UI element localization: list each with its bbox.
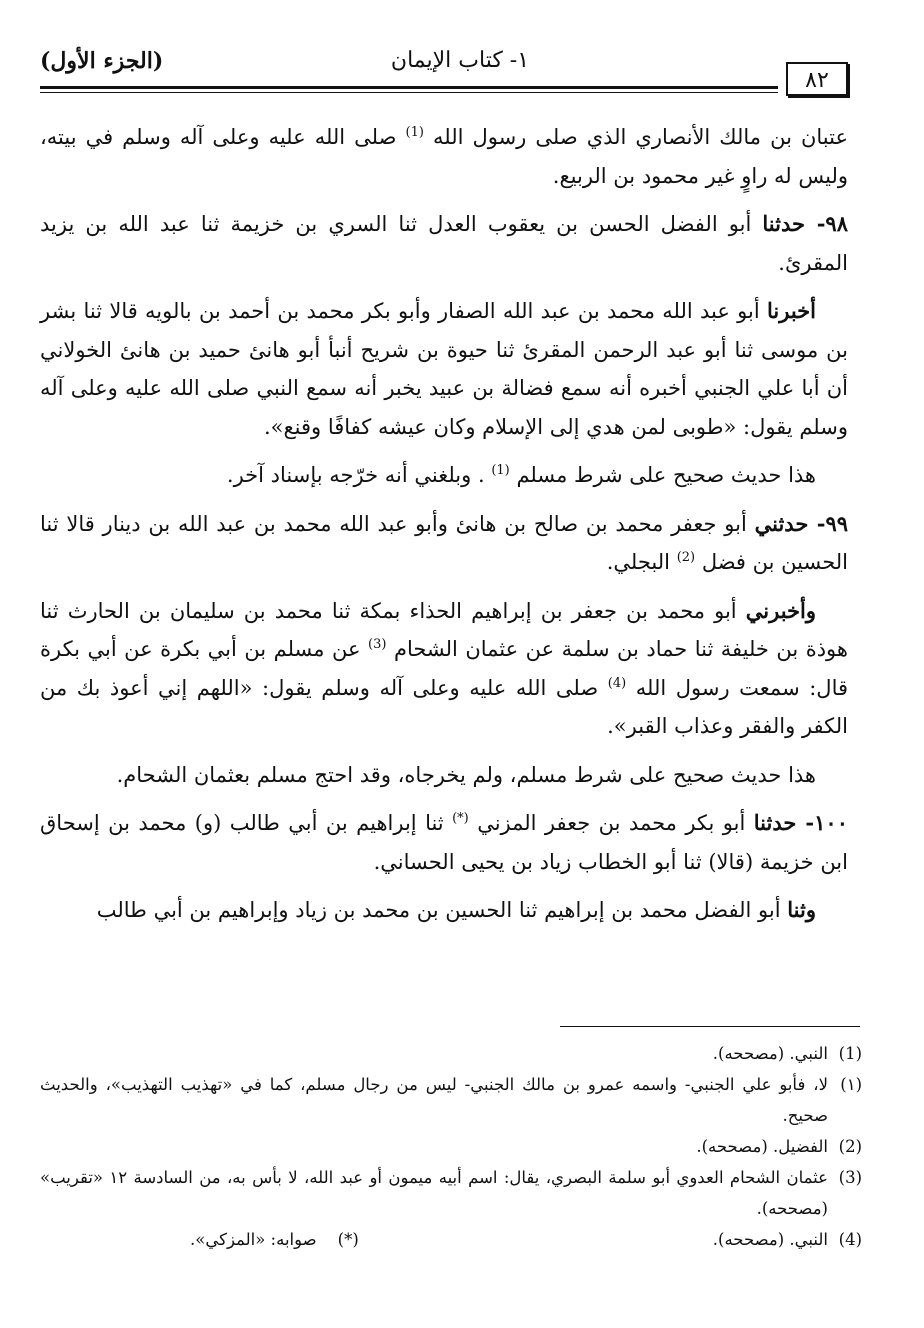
paragraph-text: أبو بكر محمد بن جعفر المزني	[477, 811, 746, 835]
paragraph-text: أبو عبد الله محمد بن عبد الله الصفار وأبو بكر محمد بن أحمد بن بالويه قالا ثنا بشر بن موسى ثنا أبو عبد الرحمن المقرئ ثنا حيوة بن شريح أنبأ أبو هانئ حميد بن هانئ الخولاني أن أبا علي الجنبي أخبره أنه سمع فضالة بن عبيد يخبر أنه سمع النبي صلى الله عليه وعلى آله وسلم يقول: «طوبى لمن هدي إلى الإسلام وكان عيشه كفافًا وقنع».	[40, 299, 848, 439]
paragraph-1	[40, 118, 848, 195]
header-rule	[40, 86, 778, 89]
paragraph-text: . وبلغني أنه خرّجه بإسناد آخر.	[226, 463, 485, 487]
page-number: ٨٢	[786, 62, 848, 96]
paragraph-text: أبو الفضل محمد بن إبراهيم ثنا الحسين بن محمد بن زياد وإبراهيم بن أبي طالب	[96, 898, 781, 922]
paragraph-text: أبو الفضل الحسن بن يعقوب العدل ثنا السري بن خزيمة ثنا عبد الله بن يزيد المقرئ.	[40, 212, 848, 275]
paragraph-text: عتبان بن مالك الأنصاري الذي صلى رسول الله	[433, 125, 848, 149]
footnote-ref: (4)	[607, 675, 627, 691]
footnote-marker: (4)	[838, 1230, 862, 1249]
footnote-text: الفضيل. (مصححه).	[696, 1137, 828, 1156]
hadith-number-label: ٩٩- حدثني	[754, 510, 849, 536]
footnote-ref: (3)	[368, 637, 387, 652]
footnotes	[40, 1038, 862, 1255]
hadith-99	[40, 505, 848, 582]
paragraph-6	[40, 592, 848, 746]
footnote-text: لا، فأبو علي الجنبي- واسمه عمرو بن مالك الجنبي- ليس من رجال مسلم، كما في «تهذيب التهذيب»، والحديث صحيح.	[40, 1075, 828, 1125]
hadith-number-label: ٩٨- حدثنا	[762, 211, 848, 236]
footnote-item	[40, 1162, 862, 1224]
footnote-star-item	[190, 1224, 359, 1255]
footnote-marker: (2)	[838, 1137, 862, 1156]
paragraph-7	[40, 756, 848, 795]
footnote-star-text: صوابه: «المزكي».	[190, 1230, 317, 1249]
paragraph-text: هذا حديث صحيح على شرط مسلم	[516, 463, 816, 487]
footnote-item	[40, 1069, 862, 1131]
chain-label: وأخبرني	[745, 597, 816, 623]
paragraph-text: صلى الله عليه وعلى آله وسلم يقول: «اللهم إني أعوذ بك من الكفر والفقر وعذاب القبر».	[40, 675, 848, 738]
hadith-98	[40, 205, 848, 282]
paragraph-text: أبو محمد بن جعفر بن إبراهيم الحذاء بمكة ثنا محمد بن سليمان بن الحارث ثنا هوذة بن خليفة ثنا حماد بن سلمة عن عثمان الشحام	[40, 598, 848, 661]
chain-label: أخبرنا	[767, 298, 816, 323]
paragraph-4	[40, 456, 848, 495]
paragraph-9	[40, 891, 848, 930]
footnote-item	[713, 1224, 862, 1255]
volume-label: (الجزء الأول)	[40, 48, 164, 74]
footnote-text: عثمان الشحام العدوي أبو سلمة البصري، يقال: اسم أبيه ميمون أو عبد الله، لا بأس به، من السادسة ١٢ «تقريب» (مصححه).	[40, 1168, 828, 1218]
hadith-number-label: ١٠٠- حدثنا	[753, 810, 848, 835]
chapter-title: ١- كتاب الإيمان	[390, 48, 530, 73]
footnote-star-marker: (*)	[337, 1230, 359, 1249]
footnote-ref: (*)	[452, 811, 469, 826]
footnote-ref: (2)	[676, 550, 696, 565]
footnote-item	[40, 1038, 862, 1069]
footnote-separator	[560, 1026, 860, 1027]
paragraph-text: البجلي.	[606, 550, 670, 574]
paragraph-text: عن مسلم بن أبي بكرة عن أبي بكرة قال: سمعت رسول الله	[40, 637, 849, 700]
chain-label: وثنا	[787, 897, 816, 922]
footnote-last-row	[40, 1224, 862, 1255]
footnote-ref: (1)	[405, 125, 424, 140]
paragraph-text: ثنا إبراهيم بن أبي طالب (و) محمد بن إسحاق ابن خزيمة (قالا) ثنا أبو الخطاب زياد بن يحيى الحساني.	[40, 811, 848, 874]
footnote-marker: (١)	[840, 1075, 862, 1094]
paragraph-3	[40, 292, 848, 446]
paragraph-text: صلى الله عليه وعلى آله وسلم في بيته، وليس له راوٍ غير محمود بن الربيع.	[40, 125, 848, 188]
footnote-marker: (1)	[838, 1044, 862, 1063]
header-rule-thin	[40, 92, 778, 93]
hadith-100	[40, 804, 848, 881]
footnote-item	[40, 1131, 862, 1162]
footnote-ref: (1)	[491, 463, 510, 478]
paragraph-text: أبو جعفر محمد بن صالح بن هانئ وأبو عبد الله محمد بن عبد الله بن دينار قالا ثنا الحسين بن فضل	[40, 511, 848, 574]
paragraph-text: هذا حديث صحيح على شرط مسلم، ولم يخرجاه، وقد احتج مسلم بعثمان الشحام.	[116, 762, 816, 787]
main-text	[40, 118, 848, 940]
footnote-text: النبي. (مصححه).	[712, 1230, 828, 1249]
page-header	[40, 40, 848, 100]
footnote-marker: (3)	[838, 1168, 862, 1187]
footnote-text: النبي. (مصححه).	[712, 1044, 828, 1063]
